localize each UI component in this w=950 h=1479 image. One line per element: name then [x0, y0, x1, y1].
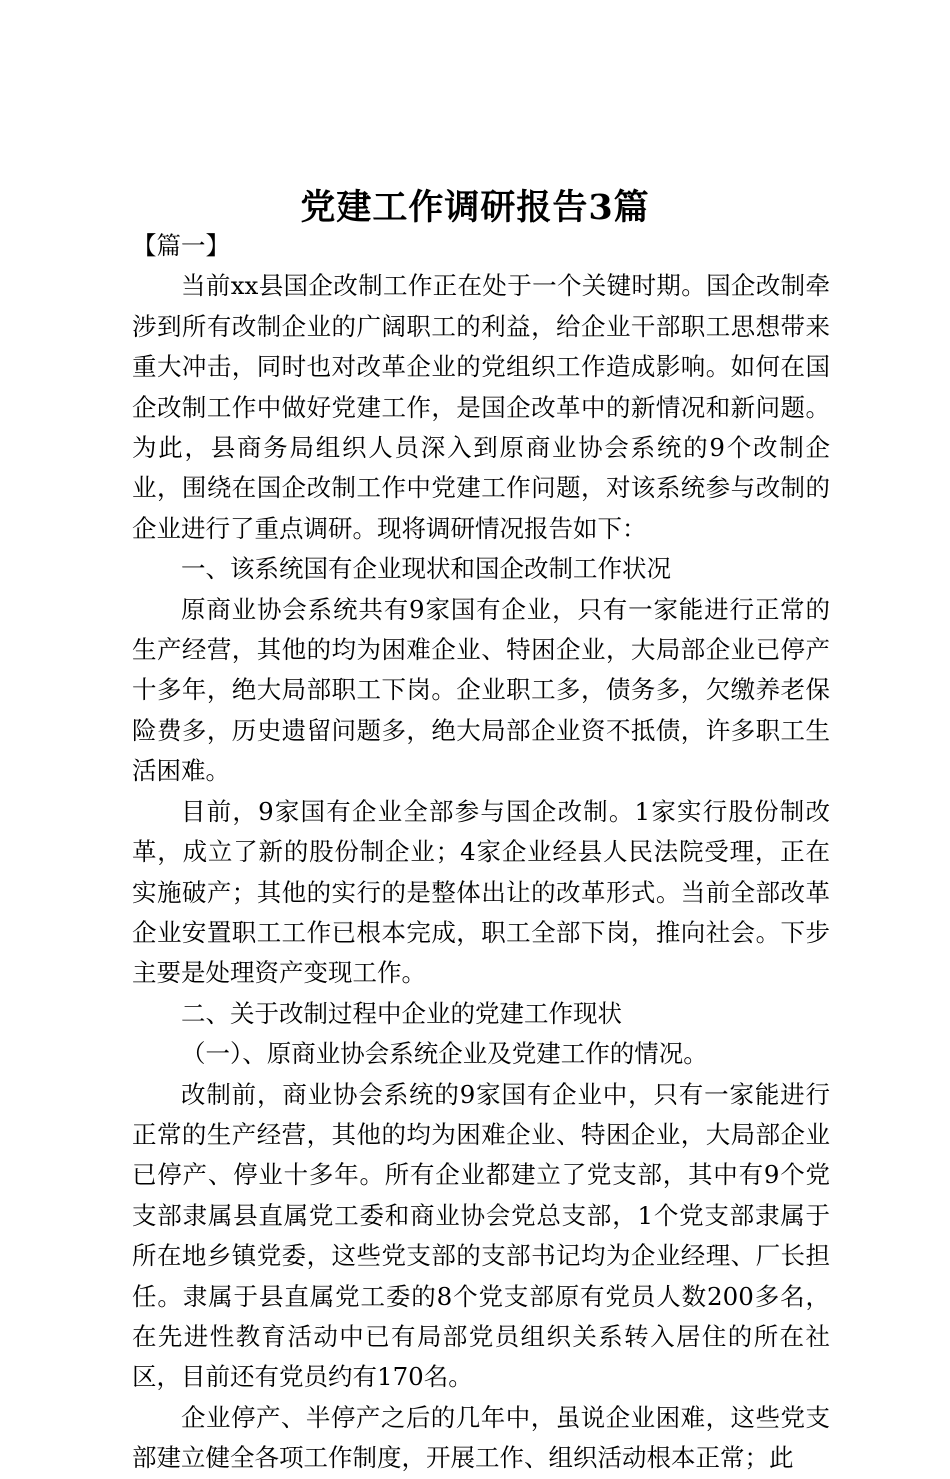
paragraph-reform-progress: 目前，9家国有企业全部参与国企改制。1家实行股份制改革，成立了新的股份制企业；4家企业经县人民法院受理，正在实施破产；其他的实行的是整体出让的改革形式。当前全部改革企业安置职工工作已根本完成，职工全部下岗，推向社会。下步主要是处理资产变现工作。 — [132, 796, 830, 988]
section-heading-2: 二、关于改制过程中企业的党建工作现状 — [181, 998, 622, 1028]
document-body — [132, 226, 830, 1479]
subsection-heading-1: （一）、原商业协会系统企业及党建工作的情况。 — [181, 1039, 708, 1069]
paragraph-enterprise-status: 原商业协会系统共有9家国有企业，只有一家能进行正常的生产经营，其他的均为困难企业、特困企业，大局部企业已停产十多年，绝大局部职工下岗。企业职工多，债务多，欠缴养老保险费多，历史遗留问题多，绝大局部企业资不抵债，许多职工生活困难。 — [132, 594, 830, 786]
paragraph-party-work: 企业停产、半停产之后的几年中，虽说企业困难，这些党支部建立健全各项工作制度，开展工作、组织活动根本正常；此 — [132, 1402, 830, 1473]
paragraph-intro: 当前xx县国企改制工作正在处于一个关键时期。国企改制牵涉到所有改制企业的广阔职工的利益，给企业干部职工思想带来重大冲击，同时也对改革企业的党组织工作造成影响。如何在国企改制工作中做好党建工作，是国企改革中的新情况和新问题。为此，县商务局组织人员深入到原商业协会系统的9个改制企业，围绕在国企改制工作中党建工作问题，对该系统参与改制的企业进行了重点调研。现将调研情况报告如下： — [132, 271, 830, 543]
section-heading-part-one: 【篇一】 — [132, 231, 230, 260]
section-heading-1: 一、该系统国有企业现状和国企改制工作状况 — [181, 554, 671, 584]
paragraph-party-branches: 改制前，商业协会系统的9家国有企业中，只有一家能进行正常的生产经营，其他的均为困难企业、特困企业，大局部企业已停产、停业十多年。所有企业都建立了党支部，其中有9个党支部隶属县直属党工委和商业协会党总支部，1个党支部隶属于所在地乡镇党委，这些党支部的支部书记均为企业经理、厂长担任。隶属于县直属党工委的8个党支部原有党员人数200多名，在先进性教育活动中已有局部党员组织关系转入居住的所在社区，目前还有党员约有170名。 — [132, 1079, 830, 1392]
document-title: 党建工作调研报告3篇 — [300, 187, 650, 228]
